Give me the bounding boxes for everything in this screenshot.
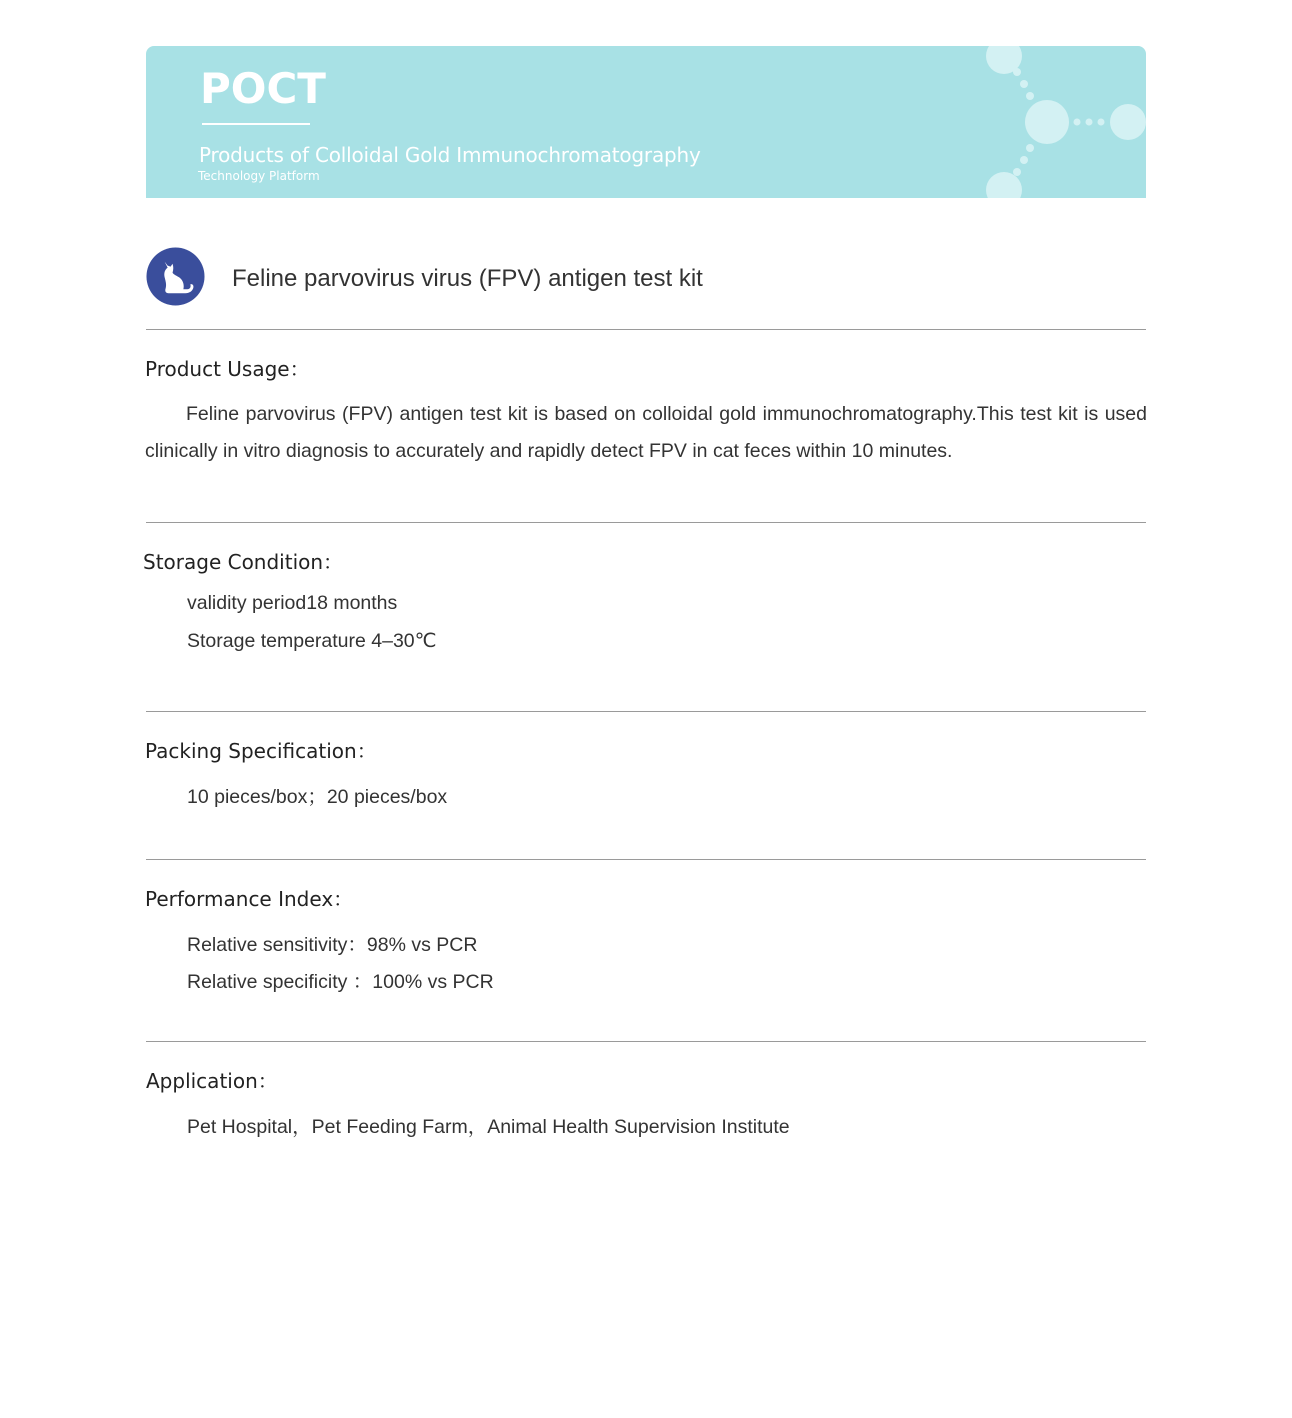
storage-heading: Storage Condition：	[143, 550, 344, 574]
product-title: Feline parvovirus virus (FPV) antigen test kit	[232, 265, 703, 292]
usage-paragraph: Feline parvovirus (FPV) antigen test kit is based on colloidal gold immunochromatography.This test kit is used clinically in vitro diagnosis to accurately and rapidly detect FPV in cat feces within 10 minutes.	[145, 403, 1147, 462]
packing-spec: 10 pieces/box；20 pieces/box	[187, 786, 448, 808]
cat-icon	[146, 247, 205, 306]
packing-heading: Packing Specification：	[145, 739, 377, 763]
molecule-decoration-icon	[966, 46, 1146, 198]
section-divider	[146, 1041, 1146, 1042]
banner-title: POCT	[200, 64, 326, 113]
product-header	[146, 246, 1146, 306]
section-divider	[146, 711, 1146, 712]
application-list: Pet Hospital，Pet Feeding Farm，Animal Health Supervision Institute	[187, 1116, 790, 1138]
performance-sensitivity: Relative sensitivity：98% vs PCR	[187, 934, 478, 956]
banner-caption: Technology Platform	[198, 169, 320, 183]
banner-subtitle: Products of Colloidal Gold Immunochromatography	[199, 143, 701, 167]
performance-heading: Performance Index：	[145, 887, 354, 911]
poct-banner	[146, 46, 1146, 198]
storage-temperature: Storage temperature 4–30℃	[187, 630, 437, 652]
banner-title-underline	[202, 123, 310, 125]
usage-heading: Product Usage：	[145, 357, 310, 381]
storage-validity: validity period18 months	[187, 592, 398, 614]
section-divider	[146, 329, 1146, 330]
application-heading: Application：	[146, 1069, 278, 1093]
section-divider	[146, 859, 1146, 860]
performance-specificity: Relative specificity ：100% vs PCR	[187, 971, 494, 993]
section-divider	[146, 522, 1146, 523]
